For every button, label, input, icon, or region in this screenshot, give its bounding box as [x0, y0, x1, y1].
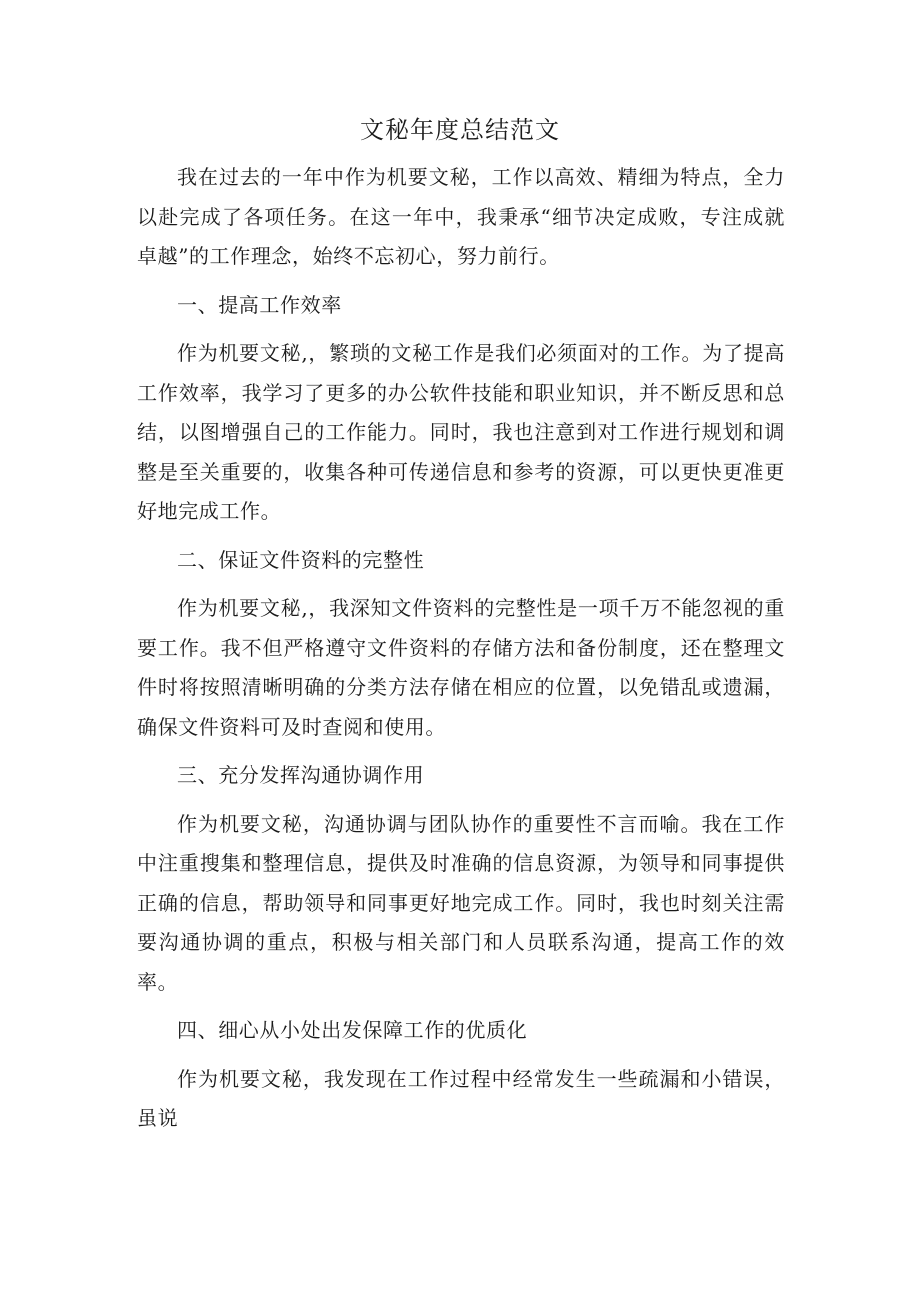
section-paragraph-4: 作为机要文秘，我发现在工作过程中经常发生一些疏漏和小错误，虽说 [137, 1066, 785, 1130]
section-heading-1: 一、提高工作效率 [177, 292, 342, 317]
section-heading-2: 二、保证文件资料的完整性 [177, 547, 425, 572]
section-paragraph-2: 作为机要文秘,，我深知文件资料的完整性是一项千万不能忽视的重要工作。我不但严格遵守文件资料的存储方法和备份制度，还在整理文件时将按照清晰明确的分类方法存储在相应的位置，以免错乱或遗漏，确保文件资料可及时查阅和使用。 [137, 596, 785, 739]
document-body [137, 158, 785, 1148]
intro-paragraph: 我在过去的一年中作为机要文秘，工作以高效、精细为特点，全力以赴完成了各项任务。在这一年中，我秉承“细节决定成败，专注成就卓越”的工作理念，始终不忘初心，努力前行。 [137, 165, 785, 268]
section-heading-4: 四、细心从小处出发保障工作的优质化 [177, 1018, 528, 1042]
section-heading-3: 三、充分发挥沟通协调作用 [177, 763, 425, 787]
section-paragraph-3: 作为机要文秘，沟通协调与团队协作的重要性不言而喻。我在工作中注重搜集和整理信息，提供及时准确的信息资源，为领导和同事提供正确的信息，帮助领导和同事更好地完成工作。同时，我也时刻关注需要沟通协调的重点，积极与相关部门和人员联系沟通，提高工作的效率。 [137, 811, 785, 994]
section-paragraph-1: 作为机要文秘,，繁琐的文秘工作是我们必须面对的工作。为了提高工作效率，我学习了更多的办公软件技能和职业知识，并不断反思和总结，以图增强自己的工作能力。同时，我也注意到对工作进行规划和调整是至关重要的，收集各种可传递信息和参考的资源，可以更快更准更好地完成工作。 [137, 341, 785, 523]
document-title: 文秘年度总结范文 [360, 116, 560, 144]
